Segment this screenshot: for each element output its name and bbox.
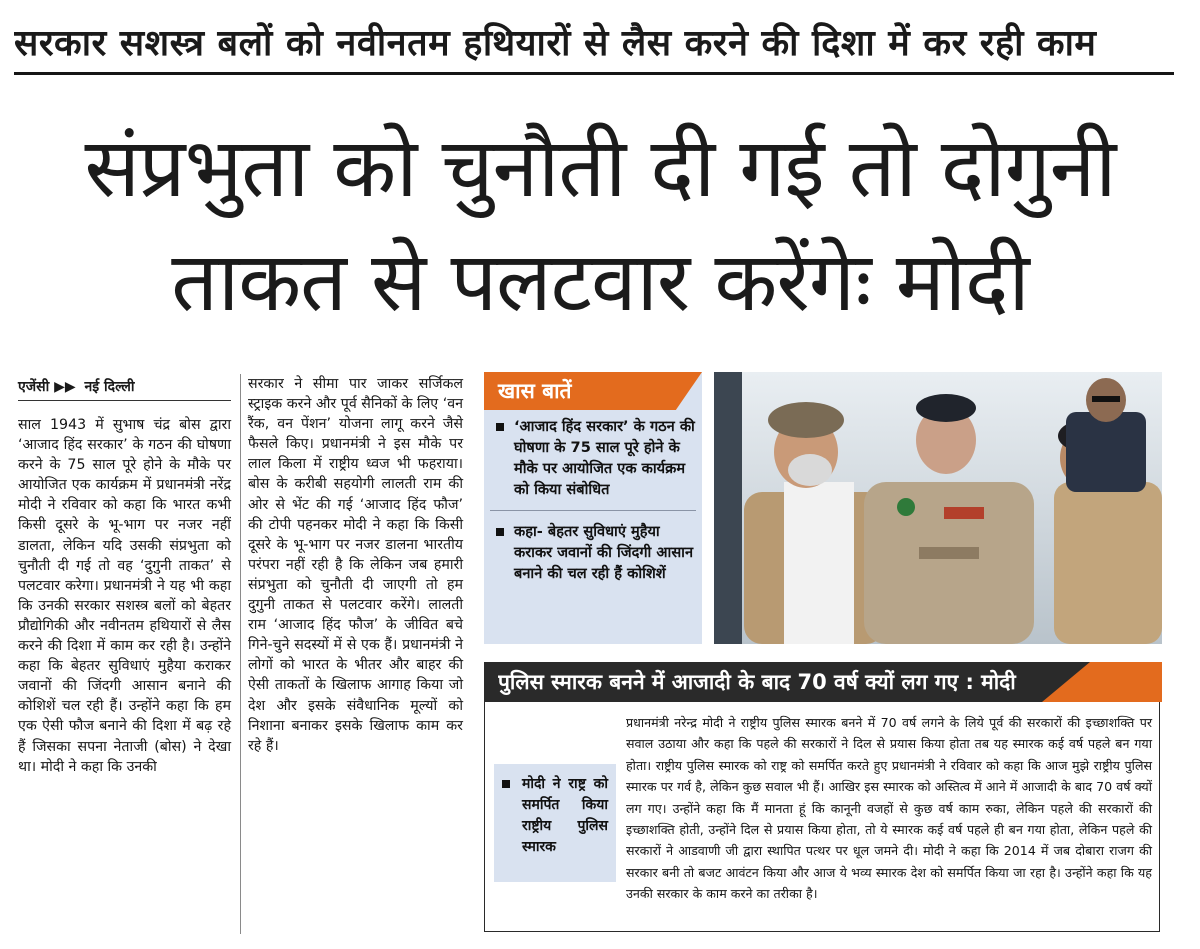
highlight-item [490, 416, 696, 511]
bullet-square-icon [496, 423, 504, 431]
highlights-title: खास बातें [498, 378, 572, 403]
news-photo [714, 372, 1162, 644]
sidebar-body-text: प्रधानमंत्री नरेन्द्र मोदी ने राष्ट्रीय पुलिस स्मारक बनने में 70 वर्ष लगने के लिये पूर्व की सरकारों की इच्छाशक्ति पर सवाल उठाया और कहा कि पहले की सरकारों ने दिल से प्रयास किया होता तब यह स्मारक कई वर्ष पहले बन गया होता। राष्ट्रीय पुलिस स्मारक को राष्ट्र को समर्पित करते हुए प्रधानमंत्री ने रविवार को कहा कि आज मुझे राष्ट्रीय पुलिस स्मारक पर गर्व है, लेकिन कुछ सवाल भी हैं। आखिर इस स्मारक को अस्तित्व में आने में आजादी के बाद 70 वर्ष क्यों लग गए। उन्होंने कहा कि मैं मानता हूं कि कानूनी वजहों से कुछ वर्ष काम रुका, लेकिन पहले की सरकारों की इच्छाशक्ति होती, उन्होंने दिल से प्रयास किया होता, तो ये स्मारक कई वर्ष पहले ही बन गया होता, लेकिन पहले की सरकारों ने आडवाणी जी द्वारा स्थापित पत्थर पर धूल जमने दी। मोदी ने कहा कि 2014 में जब दोबारा राजग की सरकार बनी तो बजट आवंटन किया और आज ये भव्य स्मारक देश को समर्पित किया जा रहा है। उन्होंने कहा कि यह उनकी सरकार के काम करने का तरीका है। [626, 715, 1152, 902]
highlight-item [490, 521, 696, 594]
byline [18, 374, 231, 401]
sidebar-inset [494, 764, 616, 882]
photo-edge-figure [714, 372, 742, 644]
highlights-list [490, 416, 696, 604]
article-column-2: सरकार ने सीमा पार जाकर सर्जिकल स्ट्राइक करने और पूर्व सैनिकों के लिए ‘वन रैंक, वन पेंशन’ योजना लागू करने जैसे फैसले किए। प्रधानमंत्री ने इस मौके पर लाल किला में राष्ट्रीय ध्वज भी फहराया। बोस के करीबी सहयोगी लालती राम की ओर से भेंट की गई ‘आजाद हिंद फौज’ की टोपी पहनकर मोदी ने कहा कि किसी दूसरे के भू-भाग पर नजर डालना भारतीय परंपरा नहीं रही है कि लेकिन जब हमारी संप्रभुता को चुनौती दी जाएगी तो हम दुगुनी ताकत से पलटवार करेंगे। लालती राम ‘आजाद हिंद फौज’ के जीवित बचे गिने-चुने सदस्यों में से एक हैं। प्रधानमंत्री ने लोगों को भारत के भीतर और बाहर की ऐसी ताकतों के खिलाफ आगाह किया जो देश और इसके संवैधानिक मूल्यों को निशाना बनाकर इसके खिलाफ काम कर रहे हैं। [248, 376, 463, 754]
sidebar-inset-text: मोदी ने राष्ट्र को समर्पित किया राष्ट्रीय पुलिस स्मारक [522, 776, 608, 855]
section-title: पुलिस स्मारक बनने में आजादी के बाद 70 वर्ष क्यों लग गए : मोदी [498, 670, 1016, 694]
sidebar-story [494, 712, 1152, 905]
headline-line-2: ताकत से पलटवार करेंगेः मोदी [171, 235, 1029, 330]
main-headline [10, 120, 1190, 332]
byline-arrows-icon: ▶▶ [54, 379, 76, 395]
highlight-text: कहा- बेहतर सुविधाएं मुहैया कराकर जवानों की जिंदगी आसान बनाने की चल रही हैं कोशिशें [514, 523, 694, 582]
article-column-1: साल 1943 में सुभाष चंद्र बोस द्वारा ‘आजाद हिंद सरकार’ के गठन की घोषणा करने के 75 साल पूरे होने के मौके पर आयोजित एक कार्यक्रम में प्रधानमंत्री नरेंद्र मोदी ने रविवार को कहा कि भारत कभी किसी दूसरे के भू-भाग पर नजर नहीं डालता, लेकिन यदि उसकी संप्रभुता को चुनौती दी गई तो वह ‘दुगुनी ताकत’ से पलटवार करेगा। प्रधानमंत्री ने यह भी कहा कि उनकी सरकार सशस्त्र बलों को बेहतर प्रौद्योगिकी और नवीनतम हथियारों से लैस करने की दिशा में काम कर रही है। उन्होंने कहा कि बेहतर सुविधाएं मुहैया कराकर जवानों की जिंदगी आसान बनाने की कोशिशें चल रही हैं। उन्होंने कहा कि हम एक ऐसी फौज बनाने की दिशा में बढ़ रहे हैं जिसका सपना नेताजी (बोस) ने देखा था। मोदी ने कहा कि उनकी [18, 417, 231, 775]
column-divider [240, 374, 241, 934]
highlight-text: ‘आजाद हिंद सरकार’ के गठन की घोषणा के 75 साल पूरे होने के मौके पर आयोजित एक कार्यक्रम को किया संबोधित [514, 418, 695, 498]
bullet-square-icon [502, 780, 510, 788]
kicker-headline: सरकार सशस्त्र बलों को नवीनतम हथियारों से लैस करने की दिशा में कर रही काम [14, 20, 1174, 75]
byline-city: नई दिल्ली [84, 379, 135, 395]
bullet-square-icon [496, 528, 504, 536]
byline-agency: एजेंसी [18, 379, 50, 395]
headline-line-1: संप्रभुता को चुनौती दी गई तो दोगुनी [84, 121, 1116, 216]
